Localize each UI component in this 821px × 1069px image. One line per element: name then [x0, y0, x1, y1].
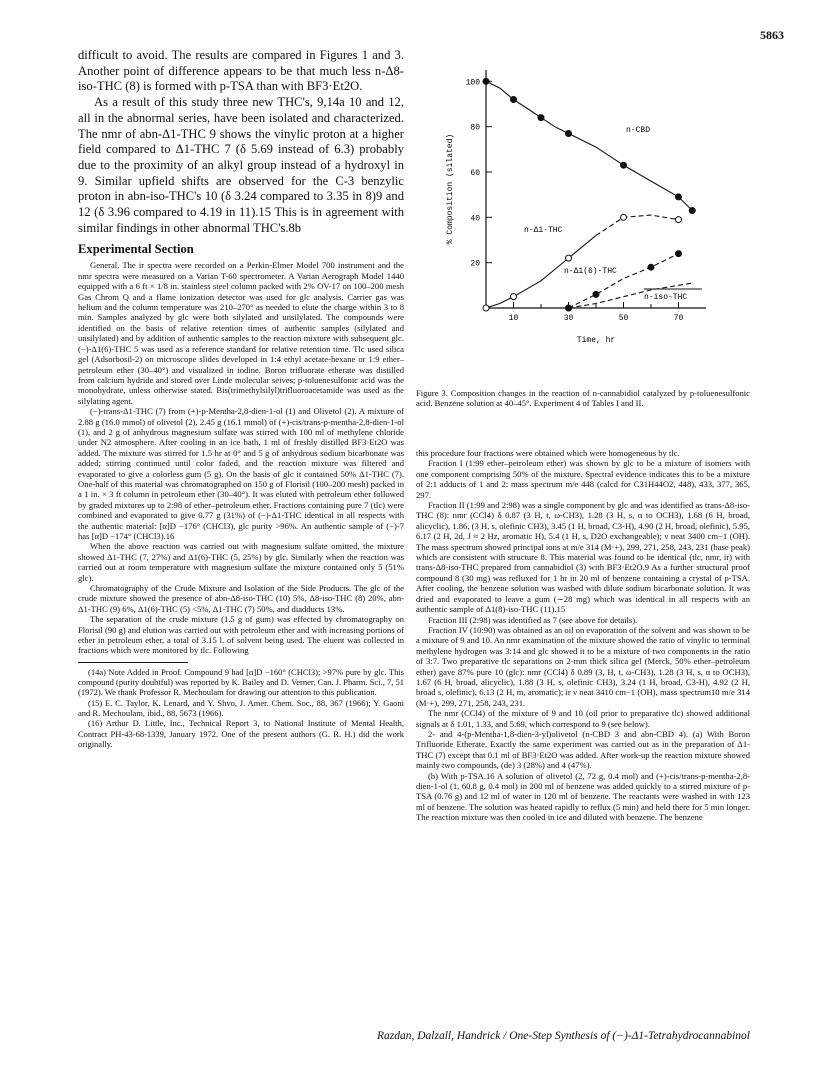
fraction-2: Fraction II (1:99 and 2:98) was a single component by glc and was identified as trans-Δ8-iso-THC (8): nmr (CCl4) δ 0.87 (3 H, t, ω-CH3), 1.28 (3 H, s, α to OCH3), 1.68 (6 H, broad, alicyclic), 1.86, (3 H, s, olefinic CH3), 3.45 (1 H, broad, C3-H), 4.90 (2 H, broad, olefinic), 5.95, 6.17 (2 H, 2d, J ≈ 2 Hz, aromatic H), 5.4 (1 H, s, D2O exchangeable); ν neat 3400 cm−1 (OH). The mass spectrum showed principal ions at m/e 314 (M·+), 299, 271, 258, 243, 231 (base peak) which are consistent with structure 8. This material was found to be identical (tlc, nmr, ir) with trans-Δ8-iso-THC prepared from cannabidiol (3) with BF3·Et2O.9 As a further structural proof compound 8 (30 mg) was refluxed for 1 hr in 20 ml of benzene containing a crystal of p-TSA. After cooling, the benzene solution was washed with dilute sodium bicarbonate solution. It was dried and evaporated to leave a gum (∼28 mg) which was identical in all respects with an authentic sample of Δ1(8)-iso-THC (11).15	[416, 500, 750, 615]
data-point	[538, 115, 544, 121]
x-axis-label: Time, hr	[576, 336, 616, 345]
data-point	[676, 217, 682, 223]
intro-paragraph: difficult to avoid. The results are compared in Figures 1 and 3. Another point of difference appears to be that much less n-Δ8-iso-THC (8) is formed with p-TSA than with BF3·Et2O.	[78, 48, 404, 94]
cbd-prep-b: (b) With p-TSA.16 A solution of olivetol (2, 72 g, 0.4 mol) and (+)-cis/trans-p-mentha-2,8-dien-1-ol (1, 60.8 g, 0.4 mol) in 200 ml of benzene was added quickly to a stirred mixture of p-TSA (0.76 g) and 12 ml of water in 120 ml of benzene. The reactants were washed in with 123 ml of benzene. The solution was heated rapidly to reflux (5 min) and held there for 5 min longer. The reaction mixture was then cooled in ice and diluted with benzene. The benzene	[416, 770, 750, 823]
fraction-1: Fraction I (1:99 ether–petroleum ether) was shown by glc to be a mixture of isomers with one component comprising 50% of the mixture. Spectral evidence indicates this to be a mixture of 2:1 adducts of 1 and 2: mass spectrum m/e 448 (calcd for C31H44O2, 448), 433, 377, 365, 297.	[416, 458, 750, 500]
chromatography-paragraph: Chromatography of the Crude Mixture and Isolation of the Side Products. The glc of the crude mixture showed the presence of abn-Δ8-iso-THC (10) 5%, Δ8-iso-THC (8) 20%, abn-Δ1-THC (9) 6%, Δ1(6)-THC (5) <5%, Δ1-THC (7) 50%, and diadducts 13%.	[78, 583, 404, 614]
y-tick-label: 40	[470, 214, 480, 224]
left-column	[78, 48, 404, 749]
data-point	[689, 208, 695, 214]
right-column	[416, 448, 750, 823]
data-point	[676, 251, 682, 257]
nmr-mixture: The nmr (CCl4) of the mixture of 9 and 10 (oil prior to preparative tlc) showed additional signals at δ 1.01, 1.33, and 5.69, which correspond to 9 (see below).	[416, 708, 750, 729]
footnote-15: (15) E. C. Taylor, K. Lenard, and Y. Shvo, J. Amer. Chem. Soc., 88, 367 (1966); Y. Gaoni and R. Mechoulam, ibid., 88, 5673 (1966).	[78, 697, 404, 719]
x-tick-label: 70	[673, 314, 684, 323]
footnote-rule	[78, 662, 188, 663]
data-point	[511, 96, 517, 102]
x-tick-label: 30	[563, 314, 574, 323]
page-number: 5863	[760, 28, 784, 42]
data-point	[621, 162, 627, 168]
running-footer: Razdan, Dalzall, Handrick / One-Step Synthesis of (−)-Δ1-Tetrahydrocannabinol	[377, 1030, 750, 1042]
x-tick-label: 10	[508, 314, 519, 323]
data-point	[648, 264, 654, 270]
data-point	[593, 291, 599, 297]
chart-series	[483, 78, 695, 311]
series-label: n-CBD	[626, 126, 651, 135]
fraction-4: Fraction IV (10:90) was obtained as an oil on evaporation of the solvent and was shown to be a mixture of 9 and 10. An nmr examination of the mixture showed the ratio of vinylic to terminal methylene hydrogen was 3:14 and glc showed it to be a mixture of two components in the ratio of 3:7. Two preparative tlc separations on 2-mm thick silica gel (Merck, 50% ether–petroleum ether) gave 87% pure 10 (glc): nmr (CCl4) δ 0.89 (3, H, t, ω-CH3), 1.28 (3 H, s, α to OCH3), 1.67 (6 H, broad, alicyclic), 1.88 (3 H, s, olefinic CH3), 3.24 (1 H, broad, C3-H), 4.92 (2 H, broad s, olefinic), 6.13 (2 H, m, aromatic); ir ν neat 3410 cm−1 (OH), mass spectrum10 m/e 314 (M·+), 299, 271, 258, 243, 231.	[416, 624, 750, 708]
data-point	[566, 255, 572, 261]
y-axis-label: % Composition (silated)	[446, 133, 455, 245]
section-heading: Experimental Section	[78, 242, 194, 257]
series-line	[596, 215, 679, 235]
data-point	[621, 214, 627, 220]
synthesis-paragraph: (−)-trans-Δ1-THC (7) from (+)-p-Mentha-2,8-dien-1-ol (1) and Olivetol (2). A mixture of 2.88 g (16.0 mmol) of olivetol (2), 2.45 g (16.1 mmol) of (+)-cis/trans-p-mentha-2,8-dien-1-ol (1), and 2 g of anhydrous magnesium sulfate was stirred with 100 ml of methylene chloride under N2 atmosphere. After cooling in an ice bath, 1 ml of freshly distilled BF3·Et2O was added. The mixture was stirred for 1.5 hr at 0° and 5 g of anhydrous sodium bicarbonate was added; stirring continued until color faded, and the reaction mixture was filtered and evaporated to give a colorless gum (5 g). On the basis of glc it contained 50% Δ1-THC (7). One-half of this material was chromatographed on 150 g of Florisil (100–200 mesh) packed in a 1 in. × 3 ft column in petroleum ether (30–40°). It was eluted with petroleum ether followed by graded mixtures up to 2:98 of ether–petroleum ether. Fractions containing pure 7 (tlc) were combined and evaporated to give 0.77 g (31%) of (−)-Δ1-THC identical in all respects with the authentic material: [α]D −176° (CHCl3), glc purity >96%. An authentic sample of (−)-7 has [α]D −174° (CHCl3).16	[78, 406, 404, 541]
data-point	[483, 305, 489, 311]
fractions-intro: this procedure four fractions were obtained which were homogeneous by tlc.	[416, 448, 680, 458]
series-label: n-Δ1(6)-THC	[564, 267, 617, 276]
data-point	[566, 130, 572, 136]
general-paragraph: General. The ir spectra were recorded on a Perkin-Elmer Model 700 instrument and the nmr spectra were measured on a Varian T-60 spectrometer. A Varian Aerograph Model 1440 equipped with a 6 ft × 1/8 in. stainless steel column packed with 2% OV-17 on 100–200 mesh Gas Chrom Q and a flame ionization detector was used for glc analysis. Carrier gas was helium and the column temperature was 210–270° as needed to elute the charge within 3 to 8 min. Samples analyzed by glc were both silylated and unsilylated. The compounds were identified on the basis of relative retention times of authentic samples (silylated and unsilylated) and by addition of authentic samples to the reaction mixture with subsequent glc. (−)-Δ1(6)-THC 5 was used as a reference standard for relative retention time. Tlc used silica gel (Adsorbosil-2) on microscope slides developed in 1:4 ethyl acetate-hexane or 1:9 ether–petroleum ether (30–40°) and visualized in iodine. Boron trifluorate etherate was distilled from calcium hydride and stored over Linde molecular seives; p-toluenesulfonic acid was the monohydrate, unless otherwise stated. Bis(trimethylsilyl)trifluoroacetamide was used as the silylating agent.	[78, 260, 404, 406]
cbd-prep-a: 2- and 4-(p-Mentha-1,8-dien-3-yl)olivetol (n-CBD 3 and abn-CBD 4). (a) With Boron Trifluoride Etherate. Exactly the same experiment was carried out as in the preparation of Δ1-THC (7) except that 0.1 ml of BF3·Et2O was added. After work-up the reaction mixture showed mainly two compounds, (de) 3 (28%) and 4 (47%).	[416, 728, 750, 771]
separation-paragraph: The separation of the crude mixture (1.5 g of gum) was effected by chromatography on Florisil (90 g) and elution was carried out with petroleum ether and with increasing portions of ether in petroleum ether, a total of 3.15 l. of solvent being used. The eluent was collected in fractions which were monitored by tlc. Following	[78, 614, 404, 656]
x-tick-label: 50	[618, 314, 629, 323]
results-paragraph: As a result of this study three new THC's, 9,14a 10 and 12, all in the abnormal series, have been isolated and characterized. The nmr of abn-Δ1-THC 9 shows the vinylic proton at a higher field compared to Δ1-THC 7 (δ 5.69 instead of 6.3) probably due to the proximity of an alkyl group instead of a hydroxyl in 9. Similar upfield shifts are observed for the C-3 benzylic proton in abn-iso-THC's 10 (δ 3.24 compared to 3.35 in 8)9 and 12 (δ 3.96 compared to 4.19 in 11).15 This is in agreement with similar findings in other abnormal THC's.8b	[78, 95, 404, 235]
series-label: n-Δ1-THC	[524, 226, 563, 235]
series-label: n-iso-THC	[644, 293, 688, 302]
data-point	[511, 294, 517, 300]
fraction-3: Fraction III (2:98) was identified as 7 (see above for details).	[428, 614, 638, 625]
data-point	[483, 78, 489, 84]
y-tick-label: 20	[470, 259, 480, 269]
figure-3	[416, 60, 750, 370]
y-tick-label: 80	[470, 123, 480, 133]
figure-3-chart	[416, 60, 750, 370]
y-tick-label: 60	[470, 169, 480, 178]
footnote-14a: (14a) Note Added in Proof. Compound 9 had [α]D −160° (CHCl3); >97% pure by glc. This compound (purity doubtful) was reported by K. Bailey and D. Verner, Can. J. Pharm. Sci., 7, 51 (1972). We thank Professor R. Mechoulam for drawing our attention to this publication.	[78, 666, 404, 698]
variation-paragraph: When the above reaction was carried out with magnesium sulfate omitted, the mixture showed Δ1-THC (7, 27%) and Δ1(6)-THC (5, 25%) by glc. Similarly when the reaction was carried out at room temperature with magnesium sulfate the mixture contained only 5 (51% glc).	[78, 541, 404, 583]
data-point	[676, 194, 682, 200]
y-tick-label: 100	[465, 78, 480, 88]
footnote-16: (16) Arthur D. Little, Inc., Technical Report 3, to National Institute of Mental Health, Contract PH-43-68-1339, January 1972. One of the present authors (G. R. H.) did the work originally.	[78, 718, 404, 749]
figure-caption: Figure 3. Composition changes in the reaction of n-cannabidiol catalyzed by p-toluenesulfonic acid. Benzene solution at 40–45°. Experiment 4 of Tables I and II.	[416, 388, 750, 409]
chart-labels	[524, 126, 702, 302]
series-line	[486, 81, 692, 210]
